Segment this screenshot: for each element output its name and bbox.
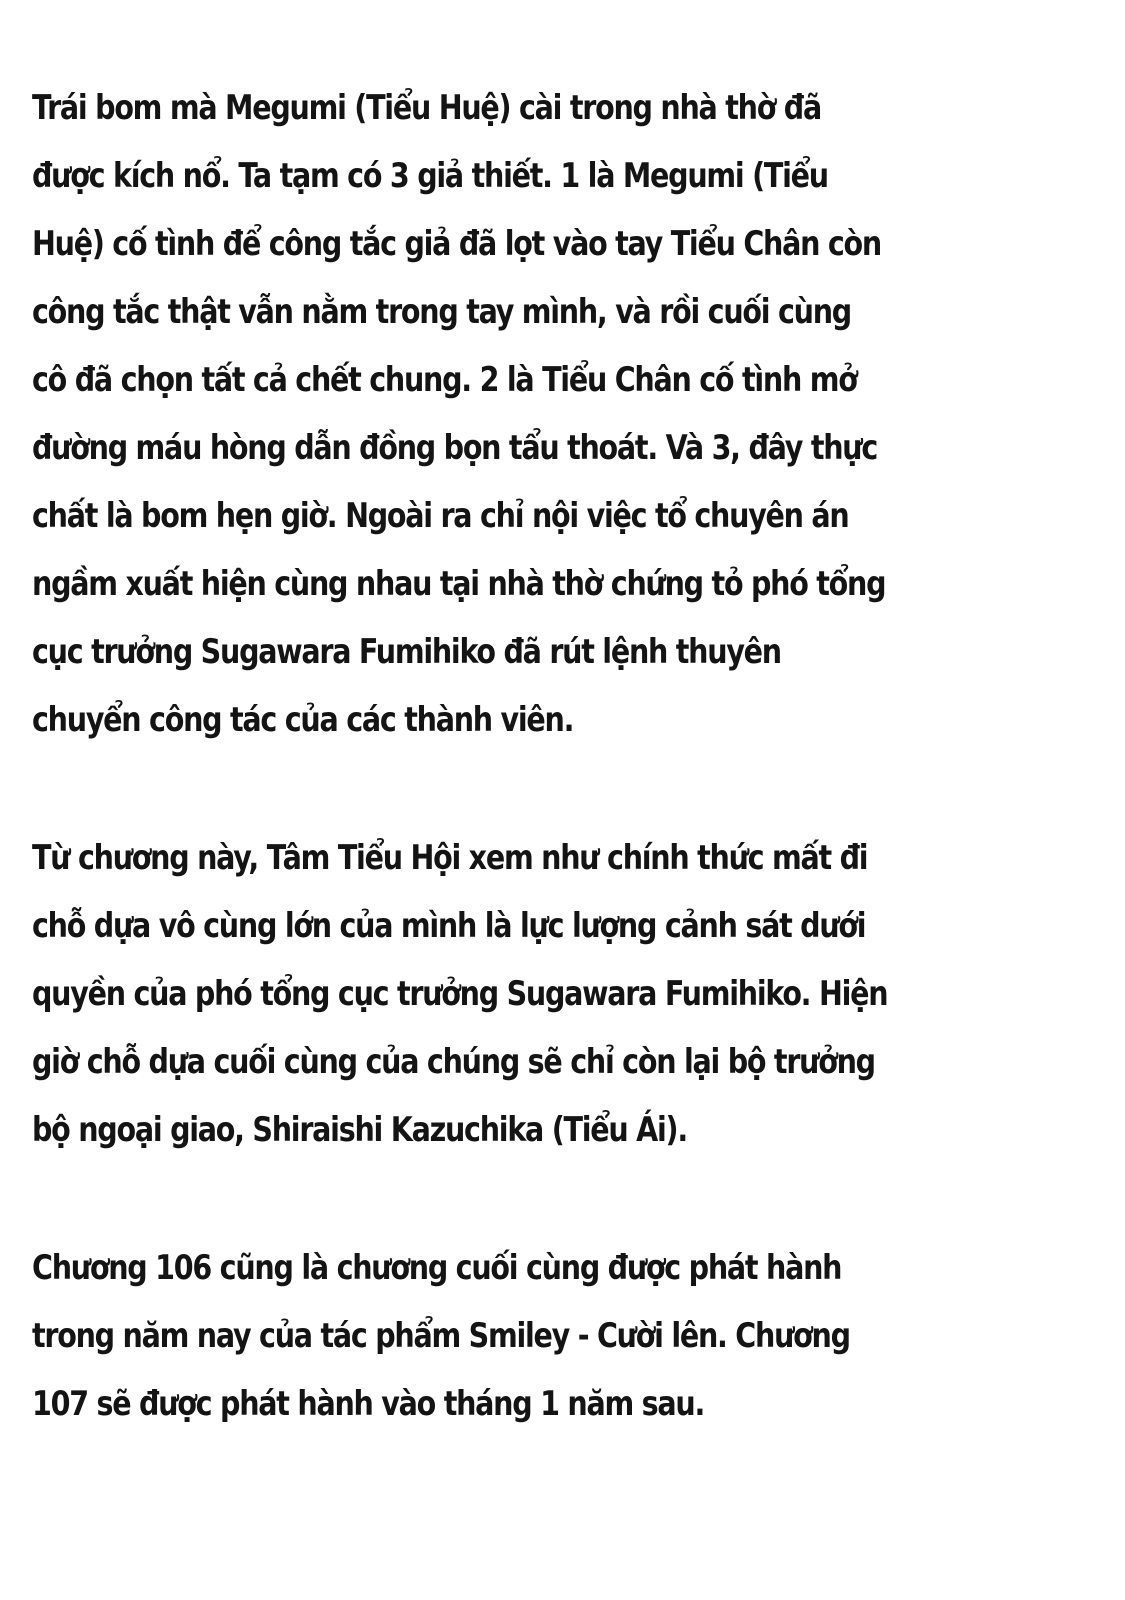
text-line: công tắc thật vẫn nằm trong tay mình, và rồi cuối cùng bbox=[32, 292, 851, 332]
text-line: được kích nổ. Ta tạm có 3 giả thiết. 1 là Megumi (Tiểu bbox=[32, 156, 828, 196]
text-line: quyền của phó tổng cục trưởng Sugawara Fumihiko. Hiện bbox=[32, 974, 888, 1014]
text-line: chất là bom hẹn giờ. Ngoài ra chỉ nội việc tổ chuyên án bbox=[32, 496, 849, 536]
text-line: 107 sẽ được phát hành vào tháng 1 năm sau. bbox=[32, 1384, 705, 1424]
text-line: chỗ dựa vô cùng lớn của mình là lực lượng cảnh sát dưới bbox=[32, 906, 866, 946]
text-line: Chương 106 cũng là chương cuối cùng được phát hành bbox=[32, 1248, 842, 1288]
text-line: Từ chương này, Tâm Tiểu Hội xem như chính thức mất đi bbox=[32, 838, 868, 878]
text-line: chuyển công tác của các thành viên. bbox=[32, 700, 574, 740]
text-line: Trái bom mà Megumi (Tiểu Huệ) cài trong nhà thờ đã bbox=[32, 88, 821, 128]
paragraph-lost-support bbox=[32, 824, 1092, 1164]
text-line: đường máu hòng dẫn đồng bọn tẩu thoát. Và 3, đây thực bbox=[32, 428, 878, 468]
text-line: cục trưởng Sugawara Fumihiko đã rút lệnh thuyên bbox=[32, 632, 781, 672]
text-line: cô đã chọn tất cả chết chung. 2 là Tiểu Chân cố tình mở bbox=[32, 360, 857, 400]
paragraph-release-schedule bbox=[32, 1234, 1092, 1438]
text-line: Huệ) cố tình để công tắc giả đã lọt vào tay Tiểu Chân còn bbox=[32, 224, 881, 264]
text-line: bộ ngoại giao, Shiraishi Kazuchika (Tiểu Ái). bbox=[32, 1110, 687, 1150]
paragraph-bomb-hypotheses bbox=[32, 74, 1092, 754]
text-line: ngầm xuất hiện cùng nhau tại nhà thờ chứng tỏ phó tổng bbox=[32, 564, 886, 604]
text-line: giờ chỗ dựa cuối cùng của chúng sẽ chỉ còn lại bộ trưởng bbox=[32, 1042, 875, 1082]
text-line: trong năm nay của tác phẩm Smiley - Cười lên. Chương bbox=[32, 1316, 850, 1356]
